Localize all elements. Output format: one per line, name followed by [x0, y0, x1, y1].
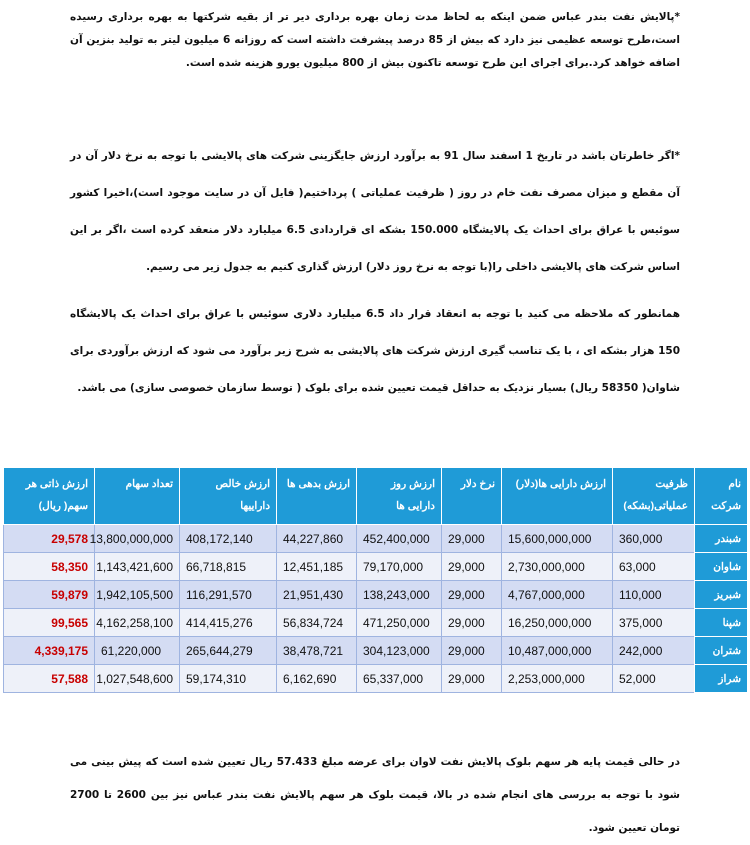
table-row	[4, 553, 748, 581]
cell-current-asset-value: 452,400,000	[357, 525, 442, 553]
cell-company: شبندر	[695, 525, 748, 553]
table-row	[4, 581, 748, 609]
paragraph-block-price	[70, 746, 680, 845]
table-row	[4, 525, 748, 553]
cell-intrinsic-value: 58,350	[4, 553, 95, 581]
cell-liabilities: 21,951,430	[277, 581, 357, 609]
cell-current-asset-value: 79,170,000	[357, 553, 442, 581]
paragraph-text: همانطور که ملاحظه می کنید با توجه به انعقاد قرار داد 6.5 میلیارد دلاری سوئیس با عراق برای احداث یک پالایشگاه 150 هزار بشکه ای ، با یک تناسب گیری ارزش شرکت های پالایشی به شرح زیر برآورد می شود که ارزش برآوردی برای شاوان( 58350 ریال) بسیار نزدیک به حداقل قیمت تعیین شده برای بلوک ( توسط سازمان خصوصی سازی) می باشد.	[70, 308, 680, 394]
cell-capacity: 52,000	[613, 665, 695, 693]
cell-liabilities: 56,834,724	[277, 609, 357, 637]
header-net-assets: ارزش خالص داراییها	[180, 468, 277, 525]
table-row	[4, 609, 748, 637]
cell-net-assets: 408,172,140	[180, 525, 277, 553]
cell-share-count: 61,220,000	[95, 637, 180, 665]
table-row	[4, 637, 748, 665]
cell-current-asset-value: 65,337,000	[357, 665, 442, 693]
cell-asset-value-usd: 2,730,000,000	[502, 553, 613, 581]
cell-net-assets: 116,291,570	[180, 581, 277, 609]
header-current-asset-value: ارزش روز دارایی ها	[357, 468, 442, 525]
table-row	[4, 665, 748, 693]
cell-intrinsic-value: 57,588	[4, 665, 95, 693]
cell-liabilities: 12,451,185	[277, 553, 357, 581]
cell-intrinsic-value: 4,339,175	[4, 637, 95, 665]
cell-company: شتران	[695, 637, 748, 665]
cell-asset-value-usd: 4,767,000,000	[502, 581, 613, 609]
cell-dollar-rate: 29,000	[442, 553, 502, 581]
refinery-valuation-table	[3, 467, 748, 693]
cell-liabilities: 38,478,721	[277, 637, 357, 665]
cell-capacity: 110,000	[613, 581, 695, 609]
cell-asset-value-usd: 2,253,000,000	[502, 665, 613, 693]
header-intrinsic-value: ارزش ذاتی هر سهم( ریال)	[4, 468, 95, 525]
cell-current-asset-value: 471,250,000	[357, 609, 442, 637]
cell-dollar-rate: 29,000	[442, 581, 502, 609]
cell-intrinsic-value: 29,578	[4, 525, 95, 553]
cell-intrinsic-value: 59,879	[4, 581, 95, 609]
cell-company: شراز	[695, 665, 748, 693]
cell-asset-value-usd: 16,250,000,000	[502, 609, 613, 637]
cell-share-count: 13,800,000,000	[95, 525, 180, 553]
paragraph-refinery-expansion	[70, 6, 680, 75]
cell-capacity: 375,000	[613, 609, 695, 637]
paragraph-replacement-value	[70, 138, 680, 286]
table-header-row	[4, 468, 748, 525]
cell-capacity: 360,000	[613, 525, 695, 553]
cell-company: شاوان	[695, 553, 748, 581]
cell-dollar-rate: 29,000	[442, 665, 502, 693]
cell-liabilities: 6,162,690	[277, 665, 357, 693]
cell-net-assets: 59,174,310	[180, 665, 277, 693]
paragraph-swiss-contract	[70, 296, 680, 407]
paragraph-text: *اگر خاطرتان باشد در تاریخ 1 اسفند سال 91 به برآورد ارزش جایگزینی شرکت های پالایشی با توجه به نرخ دلار آن در آن مقطع و میزان مصرف نفت خام در روز ( ظرفیت عملیاتی ) پرداختیم( فایل آن در سایت موجود است)،اخیرا کشور سوئیس با عراق برای احداث یک پالایشگاه 150.000 بشکه ای قراردادی 6.5 میلیارد دلار منعقد کرده است ،اگر بر این اساس شرکت های پالایشی داخلی را(با توجه به نرخ روز دلار) ارزش گذاری کنیم به جدول زیر می رسیم.	[70, 150, 681, 273]
cell-company: شپنا	[695, 609, 748, 637]
cell-share-count: 1,942,105,500	[95, 581, 180, 609]
cell-share-count: 4,162,258,100	[95, 609, 180, 637]
cell-dollar-rate: 29,000	[442, 525, 502, 553]
cell-capacity: 63,000	[613, 553, 695, 581]
cell-current-asset-value: 138,243,000	[357, 581, 442, 609]
cell-intrinsic-value: 99,565	[4, 609, 95, 637]
header-capacity: ظرفیت عملیاتی(بشکه)	[613, 468, 695, 525]
cell-company: شبریز	[695, 581, 748, 609]
cell-asset-value-usd: 15,600,000,000	[502, 525, 613, 553]
cell-net-assets: 66,718,815	[180, 553, 277, 581]
cell-share-count: 1,027,548,600	[95, 665, 180, 693]
cell-net-assets: 414,415,276	[180, 609, 277, 637]
header-liabilities: ارزش بدهی ها	[277, 468, 357, 525]
paragraph-text: *پالایش نفت بندر عباس ضمن اینکه به لحاظ مدت زمان بهره برداری دیر تر از بقیه شرکتها به بهره برداری رسیده است،طرح توسعه عظیمی نیز دارد که بیش از 85 درصد پیشرفت داشته است که روزانه 6 میلیون لیتر به تولید بنزین آن اضافه خواهد کرد.برای اجرای این طرح توسعه تاکنون بیش از 800 میلیون یورو هزینه شده است.	[70, 11, 680, 69]
cell-net-assets: 265,644,279	[180, 637, 277, 665]
cell-asset-value-usd: 10,487,000,000	[502, 637, 613, 665]
cell-liabilities: 44,227,860	[277, 525, 357, 553]
paragraph-text: در حالی قیمت پایه هر سهم بلوک پالایش نفت لاوان برای عرضه مبلغ 57.433 ریال تعیین شده است که پیش بینی می شود با توجه به بررسی های انجام شده در بالا، قیمت بلوک هر سهم پالایش نفت بندر عباس نیز بین 2600 تا 2700 تومان تعیین شود.	[70, 756, 681, 834]
header-share-count: تعداد سهام	[95, 468, 180, 525]
header-dollar-rate: نرخ دلار	[442, 468, 502, 525]
cell-current-asset-value: 304,123,000	[357, 637, 442, 665]
cell-share-count: 1,143,421,600	[95, 553, 180, 581]
header-asset-value-usd: ارزش دارایی ها(دلار)	[502, 468, 613, 525]
cell-dollar-rate: 29,000	[442, 609, 502, 637]
cell-dollar-rate: 29,000	[442, 637, 502, 665]
header-company: نام شرکت	[695, 468, 748, 525]
cell-capacity: 242,000	[613, 637, 695, 665]
